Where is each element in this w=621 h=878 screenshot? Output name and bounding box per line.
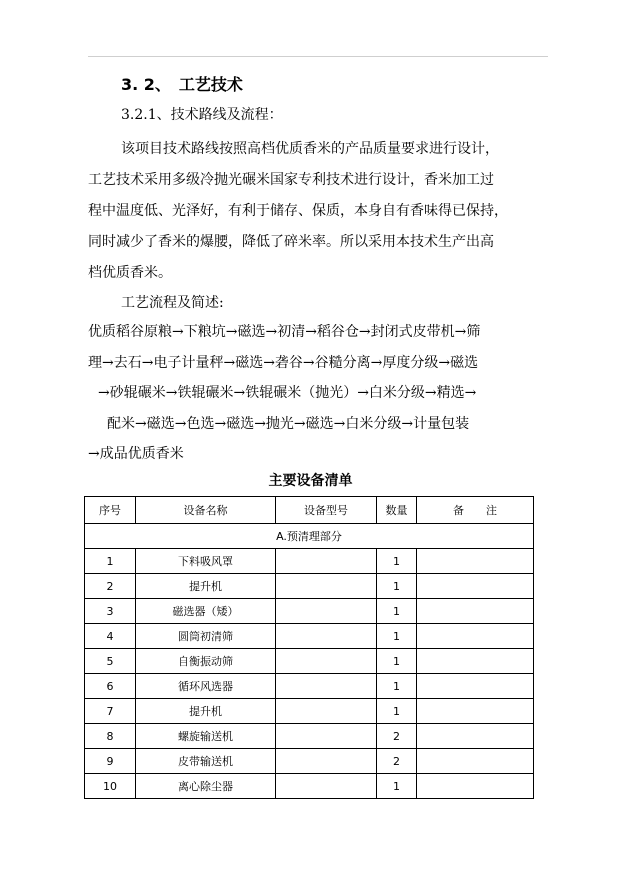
column-header: 序号 bbox=[85, 497, 136, 524]
cell-model bbox=[276, 649, 377, 674]
cell-name: 下料吸风罩 bbox=[136, 549, 276, 574]
cell-model bbox=[276, 749, 377, 774]
cell-qty: 1 bbox=[377, 774, 417, 799]
table-row bbox=[85, 749, 534, 774]
cell-name: 离心除尘器 bbox=[136, 774, 276, 799]
cell-note bbox=[417, 599, 534, 624]
section-heading bbox=[121, 72, 243, 95]
cell-qty: 1 bbox=[377, 574, 417, 599]
cell-index: 4 bbox=[85, 624, 136, 649]
cell-model bbox=[276, 674, 377, 699]
paragraph-line: 程中温度低、光泽好，有利于储存、保质，本身自有香味得已保持， bbox=[88, 203, 508, 219]
column-header: 备 注 bbox=[417, 497, 534, 524]
subsection-heading: 3.2.1、技术路线及流程： bbox=[121, 107, 283, 123]
cell-note bbox=[417, 724, 534, 749]
cell-index: 5 bbox=[85, 649, 136, 674]
table-header-row bbox=[85, 497, 534, 524]
cell-index: 9 bbox=[85, 749, 136, 774]
cell-index: 2 bbox=[85, 574, 136, 599]
cell-note bbox=[417, 674, 534, 699]
table-row bbox=[85, 674, 534, 699]
cell-index: 8 bbox=[85, 724, 136, 749]
cell-note bbox=[417, 749, 534, 774]
paragraph-line: 同时减少了香米的爆腰，降低了碎米率。所以采用本技术生产出高 bbox=[88, 234, 494, 250]
cell-model bbox=[276, 549, 377, 574]
column-header: 设备型号 bbox=[276, 497, 377, 524]
cell-model bbox=[276, 574, 377, 599]
cell-name: 圆筒初清筛 bbox=[136, 624, 276, 649]
cell-name: 磁选器（矮） bbox=[136, 599, 276, 624]
cell-model bbox=[276, 774, 377, 799]
cell-note bbox=[417, 574, 534, 599]
section-number: 3. 2、 bbox=[121, 75, 171, 94]
cell-qty: 1 bbox=[377, 699, 417, 724]
flow-line: 配米→磁选→色选→磁选→抛光→磁选→白米分级→计量包装 bbox=[107, 416, 470, 432]
cell-name: 螺旋输送机 bbox=[136, 724, 276, 749]
flow-label: 工艺流程及简述: bbox=[121, 295, 224, 311]
table-row bbox=[85, 549, 534, 574]
cell-model bbox=[276, 724, 377, 749]
table-row bbox=[85, 599, 534, 624]
cell-index: 10 bbox=[85, 774, 136, 799]
table-title: 主要设备清单 bbox=[268, 473, 353, 489]
cell-qty: 1 bbox=[377, 674, 417, 699]
flow-line: →砂辊碾米→铁辊碾米→铁辊碾米（抛光）→白米分级→精选→ bbox=[98, 385, 477, 401]
cell-qty: 1 bbox=[377, 649, 417, 674]
cell-note bbox=[417, 699, 534, 724]
section-title: 工艺技术 bbox=[178, 75, 243, 94]
cell-name: 提升机 bbox=[136, 574, 276, 599]
cell-name: 循环风选器 bbox=[136, 674, 276, 699]
flow-line: 优质稻谷原粮→下粮坑→磁选→初清→稻谷仓→封闭式皮带机→筛 bbox=[88, 324, 481, 340]
cell-name: 皮带输送机 bbox=[136, 749, 276, 774]
table-row bbox=[85, 574, 534, 599]
cell-note bbox=[417, 649, 534, 674]
group-label: A.预清理部分 bbox=[85, 524, 534, 549]
table-row bbox=[85, 724, 534, 749]
cell-index: 3 bbox=[85, 599, 136, 624]
table-row bbox=[85, 624, 534, 649]
cell-model bbox=[276, 624, 377, 649]
cell-qty: 1 bbox=[377, 599, 417, 624]
flow-line: 理→去石→电子计量秤→磁选→砻谷→谷糙分离→厚度分级→磁选 bbox=[88, 355, 479, 371]
cell-note bbox=[417, 774, 534, 799]
cell-note bbox=[417, 549, 534, 574]
column-header: 设备名称 bbox=[136, 497, 276, 524]
flow-line: →成品优质香米 bbox=[88, 446, 184, 462]
table-group-row bbox=[85, 524, 534, 549]
column-header: 数量 bbox=[377, 497, 417, 524]
cell-index: 1 bbox=[85, 549, 136, 574]
cell-index: 7 bbox=[85, 699, 136, 724]
cell-qty: 2 bbox=[377, 749, 417, 774]
cell-qty: 2 bbox=[377, 724, 417, 749]
cell-model bbox=[276, 699, 377, 724]
cell-name: 提升机 bbox=[136, 699, 276, 724]
table-row bbox=[85, 774, 534, 799]
paragraph-line: 档优质香米。 bbox=[88, 265, 172, 281]
cell-index: 6 bbox=[85, 674, 136, 699]
paragraph-line: 该项目技术路线按照高档优质香米的产品质量要求进行设计， bbox=[121, 141, 499, 157]
cell-qty: 1 bbox=[377, 549, 417, 574]
page-header-rule bbox=[88, 56, 548, 57]
table-row bbox=[85, 649, 534, 674]
table-row bbox=[85, 699, 534, 724]
paragraph-line: 工艺技术采用多级冷抛光碾米国家专利技术进行设计，香米加工过 bbox=[88, 172, 494, 188]
equipment-table bbox=[84, 496, 534, 799]
cell-note bbox=[417, 624, 534, 649]
cell-qty: 1 bbox=[377, 624, 417, 649]
cell-name: 自衡振动筛 bbox=[136, 649, 276, 674]
cell-model bbox=[276, 599, 377, 624]
